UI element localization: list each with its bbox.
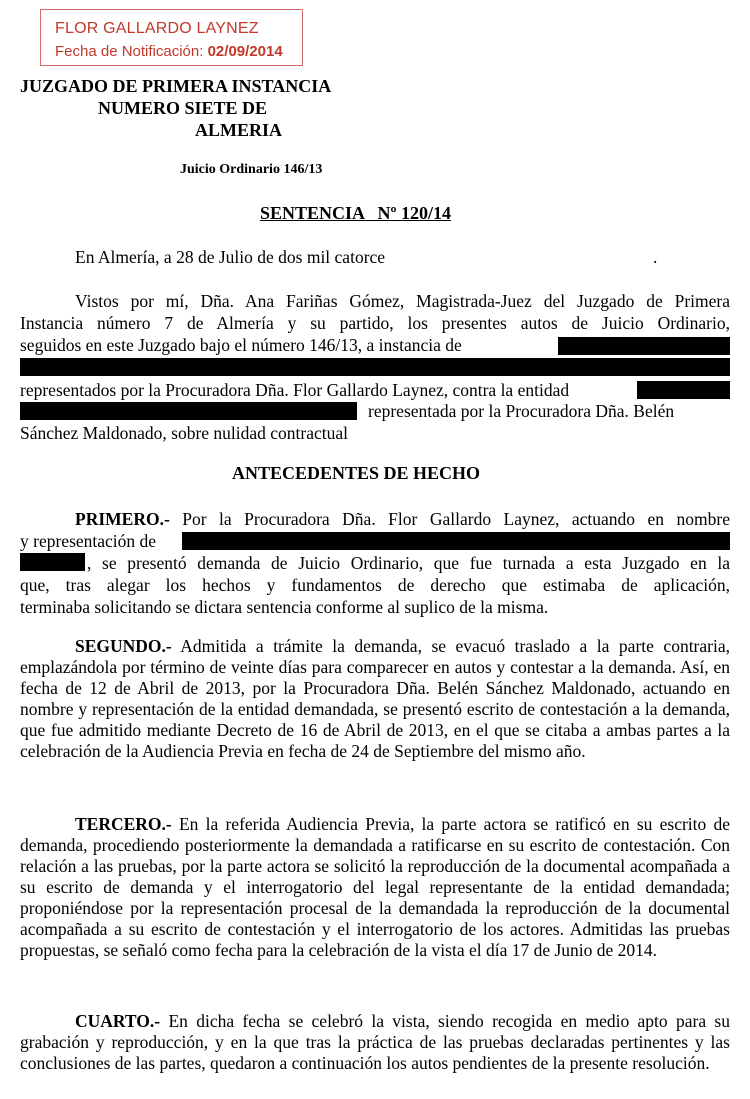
- notification-stamp: [40, 9, 303, 66]
- segundo-label: SEGUNDO.-: [75, 636, 172, 656]
- date-line: En Almería, a 28 de Julio de dos mil catorce: [75, 247, 386, 267]
- redacted-block: [20, 402, 357, 420]
- primero-label: PRIMERO.-: [75, 509, 170, 529]
- cuarto-text: En dicha fecha se celebró la vista, siendo recogida en medio apto para su grabación y reproducción, y en la que tras la práctica de las pruebas declaradas pertinentes y las conclusiones de las partes, quedaron a continuación los autos pendientes de la presente resolución.: [20, 1011, 730, 1073]
- intro-line-3: seguidos en este Juzgado bajo el número 146/13, a instancia de: [20, 335, 462, 355]
- redacted-block: [558, 337, 730, 355]
- redacted-block: [637, 381, 730, 399]
- section-heading: ANTECEDENTES DE HECHO: [232, 463, 481, 483]
- tercero-paragraph: [20, 814, 730, 961]
- stamp-date-line: [55, 43, 283, 60]
- date-line-trail: .: [653, 247, 658, 267]
- segundo-text: Admitida a trámite la demanda, se evacuó traslado a la parte contraria, emplazándola por término de veinte días para comparecer en autos y contestar a la demanda. Así, en fecha de 12 de Abril de 2013, por la Procuradora Dña. Belén Sánchez Maldonado, actuando en nombre y representación de la entidad demandada, se presentó escrito de contestación a la demanda, que fue admitido mediante Decreto de 16 de Abril de 2013, en el que se citaba a ambas partes a la celebración de la Audiencia Previa en fecha de 24 de Septiembre del mismo año.: [20, 636, 730, 761]
- stamp-date: 02/09/2014: [207, 43, 283, 60]
- redacted-block: [20, 553, 85, 571]
- document-title: SENTENCIA Nº 120/14: [260, 203, 451, 223]
- tercero-text: En la referida Audiencia Previa, la parte actora se ratificó en su escrito de demanda, procediendo posteriormente la demandada a ratificarse en su escrito de contestación. Con relación a las pruebas, por la parte actora se solicitó la reproducción de la documental acompañada a su escrito de demanda y el interrogatorio del legal representante de la entidad demandada; proponiéndose por la representación procesal de la demandada la reproducción de la documental acompañada a su escrito de contestación y el interrogatorio de los actores. Admitidas las pruebas propuestas, se señaló como fecha para la celebración de la vista el día 17 de Junio de 2014.: [20, 814, 730, 960]
- redacted-block: [182, 532, 730, 550]
- redacted-block: [20, 358, 730, 376]
- cuarto-label: CUARTO.-: [75, 1011, 161, 1031]
- stamp-name: FLOR GALLARDO LAYNEZ: [55, 20, 259, 37]
- intro-line-2: Instancia número 7 de Almería y su partido, los presentes autos de Juicio Ordinario,: [20, 313, 730, 333]
- intro-line-6: representada por la Procuradora Dña. Belén: [368, 401, 675, 421]
- primero-line-1: [75, 509, 730, 530]
- primero-line-2: y representación de: [20, 531, 157, 551]
- primero-line-5: terminaba solicitando se dictara sentencia conforme al suplico de la misma.: [20, 597, 549, 617]
- court-name-line-3: ALMERIA: [195, 120, 283, 140]
- intro-line-7: Sánchez Maldonado, sobre nulidad contractual: [20, 423, 349, 443]
- primero-text-1: Por la Procuradora Dña. Flor Gallardo Laynez, actuando en nombre: [182, 509, 731, 529]
- stamp-date-label: Fecha de Notificación:: [55, 43, 204, 60]
- cuarto-paragraph: [20, 1011, 730, 1074]
- intro-line-5: representados por la Procuradora Dña. Flor Gallardo Laynez, contra la entidad: [20, 380, 570, 400]
- court-name-line-2: NUMERO SIETE DE: [98, 98, 268, 118]
- case-number: Juicio Ordinario 146/13: [180, 162, 323, 177]
- primero-line-4: que, tras alegar los hechos y fundamentos de derecho que estimaba de aplicación,: [20, 575, 730, 595]
- intro-line-1: Vistos por mí, Dña. Ana Fariñas Gómez, Magistrada-Juez del Juzgado de Primera: [75, 291, 730, 311]
- tercero-label: TERCERO.-: [75, 814, 172, 834]
- primero-line-3: , se presentó demanda de Juicio Ordinario, que fue turnada a esta Juzgado en la: [87, 553, 730, 573]
- court-name-line-1: JUZGADO DE PRIMERA INSTANCIA: [20, 76, 332, 96]
- segundo-paragraph: [20, 636, 730, 762]
